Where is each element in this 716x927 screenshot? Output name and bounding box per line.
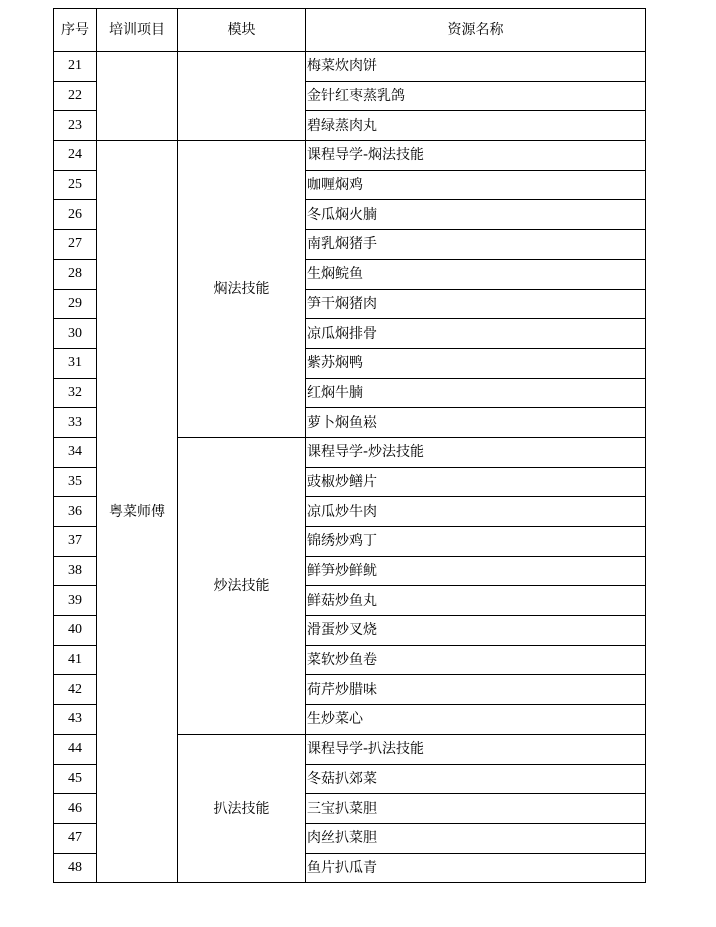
resource-name: 课程导学-扒法技能 (306, 734, 646, 764)
resource-name: 红焖牛腩 (306, 378, 646, 408)
resource-name: 课程导学-炒法技能 (306, 437, 646, 467)
resource-name: 鲜菇炒鱼丸 (306, 586, 646, 616)
row-no: 44 (54, 734, 97, 764)
resource-name: 菜软炒鱼卷 (306, 645, 646, 675)
row-no: 30 (54, 319, 97, 349)
header-module: 模块 (178, 9, 306, 52)
row-no: 42 (54, 675, 97, 705)
row-no: 21 (54, 52, 97, 82)
row-no: 40 (54, 616, 97, 646)
row-no: 37 (54, 527, 97, 557)
resource-name: 咖喱焖鸡 (306, 170, 646, 200)
row-no: 29 (54, 289, 97, 319)
row-no: 47 (54, 823, 97, 853)
resource-name: 冬瓜焖火腩 (306, 200, 646, 230)
module-cell: 焖法技能 (178, 141, 306, 438)
table-row (54, 52, 646, 82)
table-header (54, 9, 646, 52)
resource-name: 鲜笋炒鲜鱿 (306, 556, 646, 586)
row-no: 48 (54, 853, 97, 883)
row-no: 24 (54, 141, 97, 171)
resource-name: 萝卜焖鱼崧 (306, 408, 646, 438)
row-no: 34 (54, 437, 97, 467)
row-no: 32 (54, 378, 97, 408)
resource-name: 凉瓜焖排骨 (306, 319, 646, 349)
resource-name: 紫苏焖鸭 (306, 348, 646, 378)
module-cell: 炒法技能 (178, 437, 306, 734)
row-no: 46 (54, 794, 97, 824)
row-no: 22 (54, 81, 97, 111)
header-row (54, 9, 646, 52)
row-no: 23 (54, 111, 97, 141)
module-cell: 扒法技能 (178, 734, 306, 882)
resource-name: 肉丝扒菜胆 (306, 823, 646, 853)
row-no: 31 (54, 348, 97, 378)
table-body (54, 52, 646, 883)
row-no: 38 (54, 556, 97, 586)
resource-name: 碧绿蒸肉丸 (306, 111, 646, 141)
row-no: 45 (54, 764, 97, 794)
resource-name: 三宝扒菜胆 (306, 794, 646, 824)
resource-name: 鱼片扒瓜青 (306, 853, 646, 883)
project-cell: 粤菜师傅 (97, 141, 178, 883)
resource-name: 课程导学-焖法技能 (306, 141, 646, 171)
row-no: 27 (54, 230, 97, 260)
resource-name: 冬菇扒郊菜 (306, 764, 646, 794)
row-no: 41 (54, 645, 97, 675)
resource-name: 豉椒炒鳝片 (306, 467, 646, 497)
resource-name: 滑蛋炒叉烧 (306, 616, 646, 646)
resource-table (53, 8, 646, 883)
header-project: 培训项目 (97, 9, 178, 52)
resource-name: 锦绣炒鸡丁 (306, 527, 646, 557)
row-no: 33 (54, 408, 97, 438)
row-no: 25 (54, 170, 97, 200)
row-no: 36 (54, 497, 97, 527)
resource-name: 荷芹炒腊味 (306, 675, 646, 705)
resource-name: 梅菜炊肉饼 (306, 52, 646, 82)
resource-name: 金针红枣蒸乳鸽 (306, 81, 646, 111)
row-no: 28 (54, 259, 97, 289)
header-resource: 资源名称 (306, 9, 646, 52)
row-no: 43 (54, 705, 97, 735)
project-cell (97, 52, 178, 141)
resource-name: 生焖鲩鱼 (306, 259, 646, 289)
row-no: 39 (54, 586, 97, 616)
resource-name: 生炒菜心 (306, 705, 646, 735)
module-cell (178, 52, 306, 141)
row-no: 35 (54, 467, 97, 497)
header-no: 序号 (54, 9, 97, 52)
resource-name: 凉瓜炒牛肉 (306, 497, 646, 527)
resource-name: 笋干焖猪肉 (306, 289, 646, 319)
table-row (54, 141, 646, 171)
resource-name: 南乳焖猪手 (306, 230, 646, 260)
row-no: 26 (54, 200, 97, 230)
